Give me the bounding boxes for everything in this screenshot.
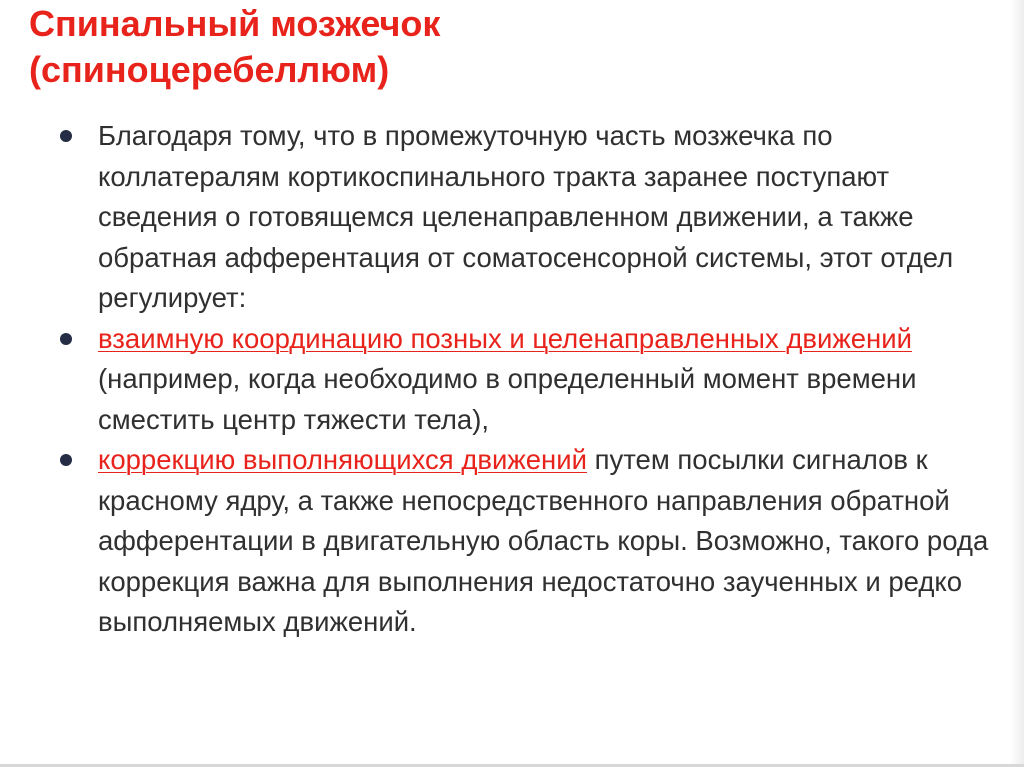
bullet-text: путем посылки сигналов к красному ядру, а также непосредственного направления обратной афферентации в двигательную область коры. Возможно, такого рода коррекция важна для выполнения недостаточно заученных и редко выполняемых движений.	[98, 444, 989, 637]
bullet-list	[60, 116, 1010, 643]
bullet-item-2	[60, 319, 1010, 441]
slide-title-line-1: Спинальный мозжечок	[29, 3, 441, 44]
slide-title-line-2: (спиноцеребеллюм)	[29, 49, 390, 90]
link-movement-correction[interactable]: коррекцию выполняющихся движений	[98, 444, 587, 475]
slide-title	[29, 1, 989, 93]
bullet-dot-icon	[60, 454, 72, 466]
slide-edge-shadow	[1010, 0, 1024, 767]
bullet-text: (например, когда необходимо в определенный момент времени сместить центр тяжести тела),	[98, 363, 917, 435]
bullet-dot-icon	[60, 333, 72, 345]
bullet-item-3	[60, 440, 1010, 643]
bullet-text: Благодаря тому, что в промежуточную часть мозжечка по коллатералям кортикоспинального тракта заранее поступают сведения о готовящемся целенаправленном движении, а также обратная афферентация от соматосенсорной системы, этот отдел регулирует:	[98, 120, 954, 313]
link-posture-coordination[interactable]: взаимную координацию позных и целенаправленных движений	[98, 322, 912, 354]
bullet-item-1	[60, 116, 1010, 319]
bullet-dot-icon	[60, 130, 72, 142]
